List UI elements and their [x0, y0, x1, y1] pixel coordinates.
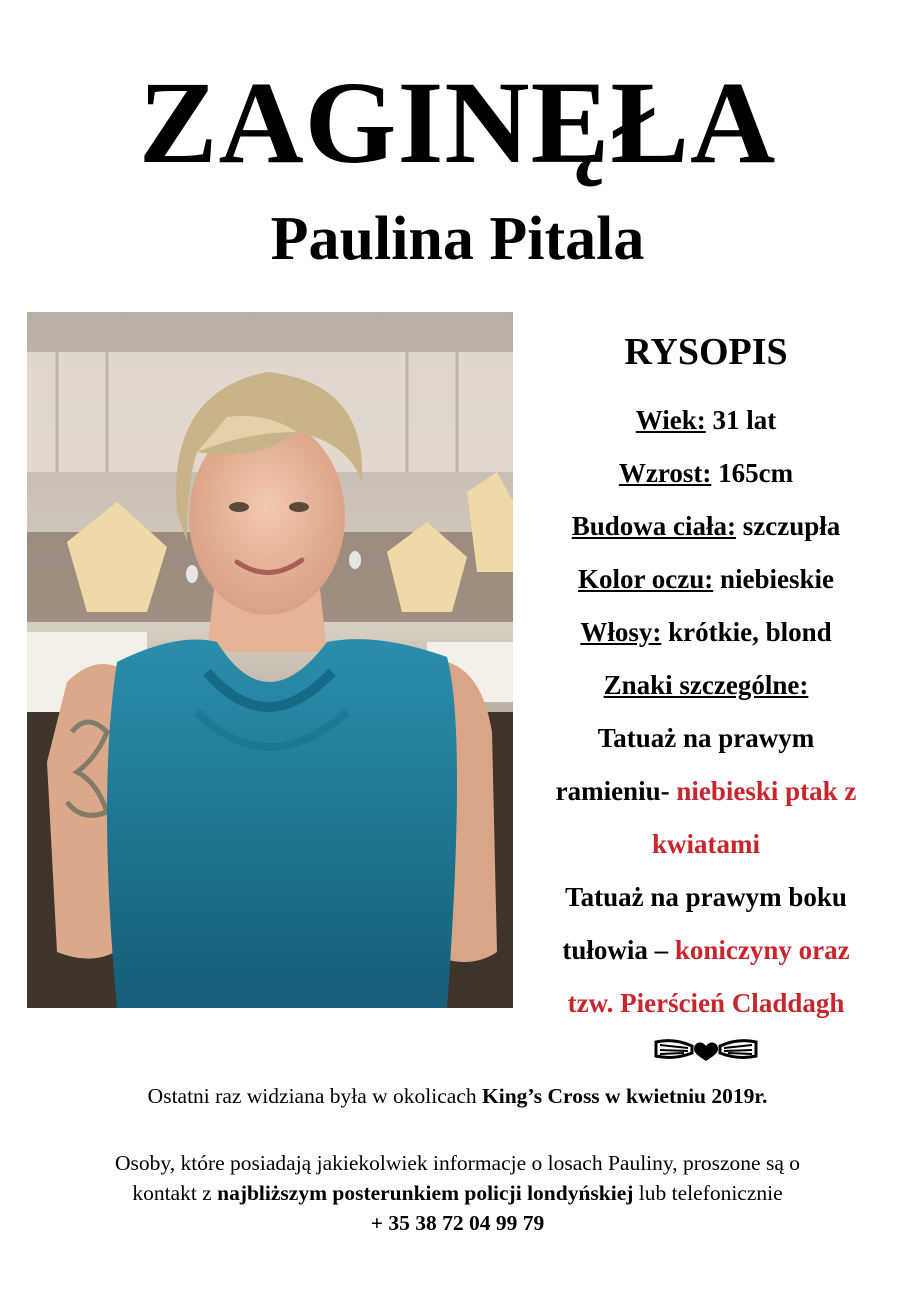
- hair-value: krótkie, blond: [668, 617, 832, 647]
- portrait-photo: [27, 312, 513, 1008]
- tattoo-arm-line1: Tatuaż na prawym: [597, 723, 815, 753]
- eyes-value: niebieskie: [719, 564, 834, 594]
- description-panel: [520, 328, 892, 1066]
- build-value: szczupła: [742, 511, 841, 541]
- height-row: [520, 447, 892, 500]
- eyes-row: [520, 553, 892, 606]
- tattoo-arm-prefix: ramieniu-: [555, 776, 677, 806]
- contact-phone: + 35 38 72 04 99 79: [370, 1211, 545, 1235]
- contact-line1: Osoby, które posiadają jakiekolwiek informacje o losach Pauliny, proszone są o: [114, 1151, 801, 1175]
- contact-paragraph: [40, 1148, 875, 1238]
- tattoo-arm-line2: [520, 765, 892, 818]
- build-label: Budowa ciała:: [571, 511, 737, 541]
- contact-line2: [40, 1178, 875, 1208]
- tattoo-arm-detail: niebieski ptak z: [676, 776, 857, 806]
- eyes-label: Kolor oczu:: [578, 564, 714, 594]
- age-value: 31 lat: [712, 405, 777, 435]
- last-seen-prefix: Ostatni raz widziana była w okolicach: [147, 1084, 482, 1108]
- portrait-illustration: [27, 312, 513, 1008]
- height-value: 165cm: [718, 458, 794, 488]
- contact-police: najbliższym posterunkiem policji londyńskiej: [217, 1181, 634, 1205]
- description-title: RYSOPIS: [624, 331, 788, 373]
- last-seen-text: [40, 1081, 875, 1111]
- tattoo-arm-line3: kwiatami: [652, 829, 760, 859]
- height-label: Wzrost:: [618, 458, 712, 488]
- tattoo-side-prefix: tułowia –: [562, 935, 675, 965]
- build-row: [520, 500, 892, 553]
- age-label: Wiek:: [635, 405, 706, 435]
- headline: ZAGINĘŁA: [138, 57, 777, 188]
- hair-label: Włosy:: [580, 617, 662, 647]
- marks-row: [520, 659, 892, 712]
- tattoo-side-line2: [520, 924, 892, 977]
- contact-prefix: kontakt z: [132, 1181, 218, 1205]
- claddagh-hands-heart-icon: [520, 1036, 892, 1066]
- last-seen-place: King’s Cross w kwietniu 2019r.: [482, 1084, 768, 1108]
- tattoo-side-detail: koniczyny oraz: [674, 935, 850, 965]
- marks-label: Znaki szczególne:: [603, 670, 809, 700]
- contact-suffix: lub telefonicznie: [633, 1181, 783, 1205]
- age-row: [520, 394, 892, 447]
- hair-row: [520, 606, 892, 659]
- tattoo-side-line3: tzw. Pierścień Claddagh: [567, 988, 845, 1018]
- missing-person-name: Paulina Pitala: [270, 205, 645, 273]
- tattoo-side-line1: Tatuaż na prawym boku: [565, 882, 847, 912]
